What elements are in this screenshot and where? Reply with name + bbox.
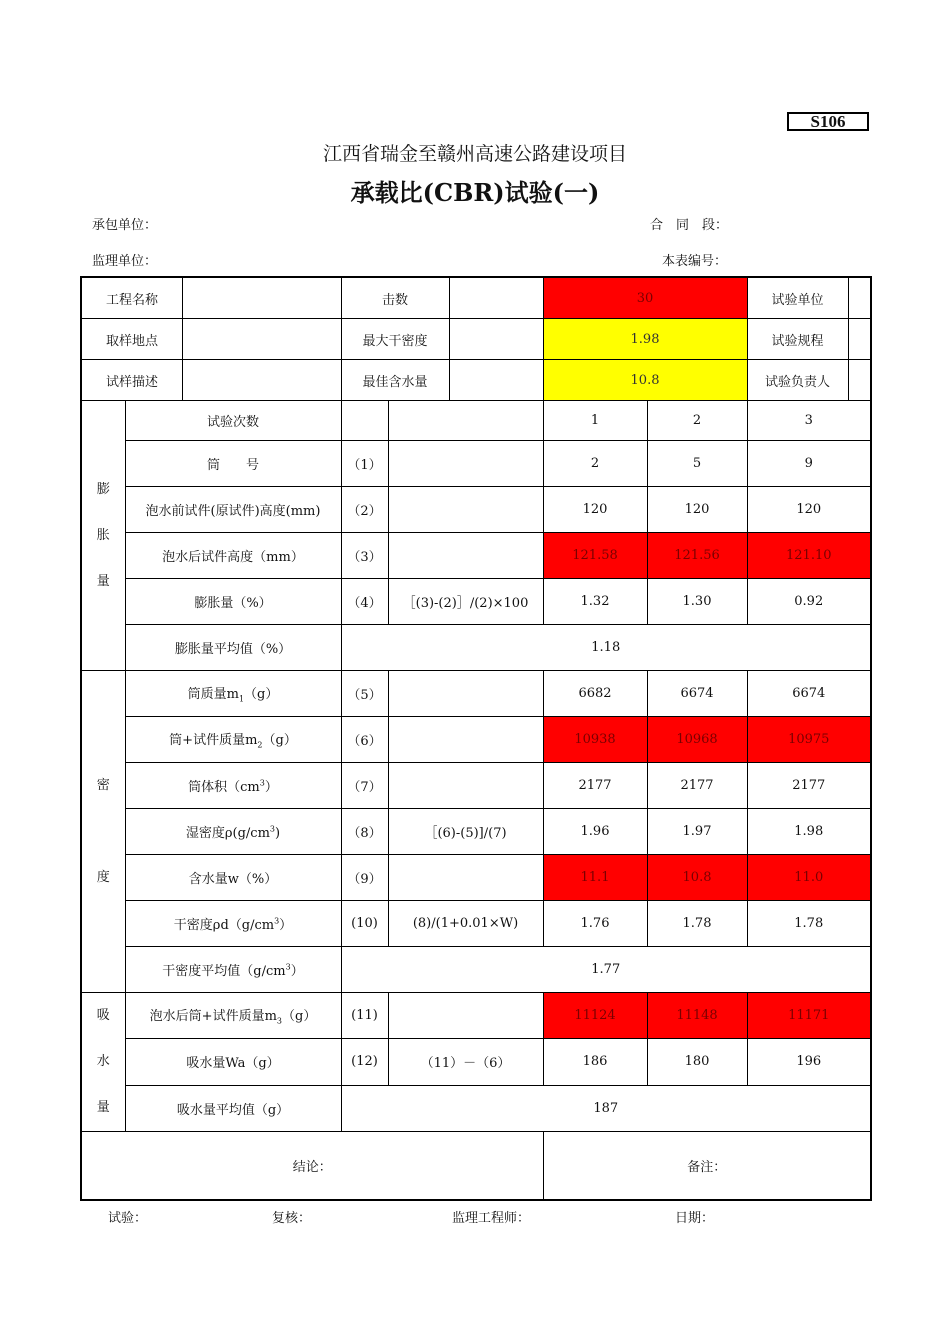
height-before-2: 120 <box>647 487 747 533</box>
cbr-test-table <box>80 276 872 1201</box>
formula-cell: （11）－（6） <box>388 1039 543 1085</box>
formula-cell <box>388 993 543 1039</box>
water-absorption-2: 180 <box>647 1039 747 1085</box>
height-before-row <box>81 487 871 533</box>
sample-description-field[interactable] <box>183 360 341 400</box>
density-group-label <box>81 671 125 993</box>
volume-label: 筒体积$(cm^3)$ <box>125 763 341 809</box>
height-after-3: 121.10 <box>747 533 871 579</box>
dry-density-2: 1.78 <box>647 901 747 947</box>
info-cell <box>81 319 341 360</box>
height-after-1: 121.58 <box>543 533 647 579</box>
project-name-field[interactable] <box>183 278 341 318</box>
info-cell <box>747 360 871 401</box>
moisture-2: 10.8 <box>647 855 747 901</box>
height-after-label: 泡水后试件高度（mm） <box>125 533 341 579</box>
info-spacer <box>450 319 543 359</box>
contract-section-label: 合 同 段： <box>650 218 729 233</box>
absorption-average-value: 187 <box>341 1085 871 1131</box>
form-code: S106 <box>787 112 869 131</box>
trial-row <box>81 401 871 441</box>
swell-char: 量 <box>96 573 110 589</box>
moisture-3: 11.0 <box>747 855 871 901</box>
wet-density-1: 1.96 <box>543 809 647 855</box>
sample-description-label: 试样描述 <box>82 360 183 400</box>
info-cell <box>747 277 871 319</box>
cylinder-3: 9 <box>747 441 871 487</box>
sampling-location-field[interactable] <box>183 319 341 359</box>
wet-density-label: 湿密度$\rho(g/cm^3)$ <box>125 809 341 855</box>
remarks-field[interactable]: 备注： <box>543 1132 871 1200</box>
m2-2: 10968 <box>647 717 747 763</box>
volume-row <box>81 763 871 809</box>
density-char: 度 <box>96 869 110 885</box>
wet-density-2: 1.97 <box>647 809 747 855</box>
volume-3: 2177 <box>747 763 871 809</box>
info-row-1 <box>81 277 871 319</box>
trial-2: 2 <box>647 401 747 441</box>
formula-cell: ［(3)-(2)］/(2)×100 <box>388 579 543 625</box>
row-number: （3） <box>341 533 388 579</box>
swell-char: 膨 <box>96 481 110 497</box>
row-number: （6） <box>341 717 388 763</box>
moisture-row <box>81 855 871 901</box>
row-number: (11) <box>341 993 388 1039</box>
m1-1: 6682 <box>543 671 647 717</box>
trial-count-label: 试验次数 <box>125 401 341 441</box>
dry-density-row <box>81 901 871 947</box>
moisture-label: 含水量w（%） <box>125 855 341 901</box>
density-gap <box>82 809 125 855</box>
max-dry-density-value: 1.98 <box>543 319 747 360</box>
cylinder-label: 筒 号 <box>125 441 341 487</box>
m3-label: 泡水后筒+试件质量$m_3(g)$ <box>125 993 341 1039</box>
m2-3: 10975 <box>747 717 871 763</box>
formula-cell <box>388 855 543 901</box>
m2-row <box>81 717 871 763</box>
sampling-location-label: 取样地点 <box>82 319 183 359</box>
dry-density-3: 1.78 <box>747 901 871 947</box>
absorption-char: 水 <box>96 1054 110 1069</box>
formula-cell: ［(6)-(5)]/(7) <box>388 809 543 855</box>
form-number-label: 本表编号： <box>662 254 728 269</box>
cylinder-row <box>81 441 871 487</box>
height-before-label: 泡水前试件(原试件)高度(mm) <box>125 487 341 533</box>
swell-group-label <box>81 401 125 671</box>
m1-2: 6674 <box>647 671 747 717</box>
water-absorption-label: 吸水量Wa（g） <box>125 1039 341 1085</box>
blows-value: 30 <box>543 277 747 319</box>
height-before-1: 120 <box>543 487 647 533</box>
m1-3: 6674 <box>747 671 871 717</box>
swell-average-value: 1.18 <box>341 625 871 671</box>
dry-average-value: 1.77 <box>341 947 871 993</box>
reviewer-signature-label: 复核： <box>272 1211 312 1226</box>
m2-1: 10938 <box>543 717 647 763</box>
swell-3: 0.92 <box>747 579 871 625</box>
formula-cell <box>388 763 543 809</box>
swell-char: 胀 <box>96 527 110 543</box>
formula-cell <box>388 533 543 579</box>
water-absorption-1: 186 <box>543 1039 647 1085</box>
moisture-1: 11.1 <box>543 855 647 901</box>
row-number: （8） <box>341 809 388 855</box>
contractor-label: 承包单位： <box>92 218 158 233</box>
swell-average-row <box>81 625 871 671</box>
date-label: 日期： <box>675 1211 715 1226</box>
info-spacer <box>450 360 543 400</box>
absorption-group-label <box>81 993 125 1132</box>
wet-density-3: 1.98 <box>747 809 871 855</box>
engineer-signature-label: 监理工程师： <box>452 1211 531 1226</box>
trial-3: 3 <box>747 401 871 441</box>
dry-average-row <box>81 947 871 993</box>
water-absorption-3: 196 <box>747 1039 871 1085</box>
swell-row <box>81 579 871 625</box>
cylinder-2: 5 <box>647 441 747 487</box>
project-title: 江西省瑞金至赣州高速公路建设项目 <box>322 143 627 165</box>
volume-1: 2177 <box>543 763 647 809</box>
test-unit-field[interactable] <box>849 278 871 318</box>
info-row-2 <box>81 319 871 360</box>
row-number: (12) <box>341 1039 388 1085</box>
formula-cell <box>388 441 543 487</box>
row-number: （4） <box>341 579 388 625</box>
height-before-3: 120 <box>747 487 871 533</box>
absorption-char: 吸 <box>96 1008 110 1023</box>
row-number: （5） <box>341 671 388 717</box>
dry-density-label: 干密度$\rho d(g/cm^3)$ <box>125 901 341 947</box>
absorption-char: 量 <box>96 1100 110 1115</box>
formula-cell <box>388 487 543 533</box>
swell-label: 膨胀量（%） <box>125 579 341 625</box>
height-after-row <box>81 533 871 579</box>
m1-label: 筒质量$m_1(g)$ <box>125 671 341 717</box>
info-cell <box>341 319 543 360</box>
info-cell <box>341 360 543 401</box>
notes-row <box>81 1132 871 1200</box>
supervisor-label: 监理单位： <box>92 254 158 269</box>
swell-average-label: 膨胀量平均值（%） <box>125 625 341 671</box>
tester-signature-label: 试验： <box>108 1211 148 1226</box>
height-after-2: 121.56 <box>647 533 747 579</box>
trial-1: 1 <box>543 401 647 441</box>
formula-cell <box>388 671 543 717</box>
water-absorption-row <box>81 1039 871 1085</box>
row-number: （1） <box>341 441 388 487</box>
m1-row <box>81 671 871 717</box>
info-cell <box>747 319 871 360</box>
m3-row <box>81 993 871 1039</box>
responsible-label: 试验负责人 <box>748 360 849 400</box>
info-cell <box>81 277 341 319</box>
responsible-field[interactable] <box>849 360 871 400</box>
swell-1: 1.32 <box>543 579 647 625</box>
row-number: （9） <box>341 855 388 901</box>
max-dry-density-label: 最大干密度 <box>342 319 450 359</box>
info-row-3 <box>81 360 871 401</box>
optimum-moisture-value: 10.8 <box>543 360 747 401</box>
project-name-label: 工程名称 <box>82 278 183 318</box>
blows-label: 击数 <box>342 278 450 318</box>
m3-2: 11148 <box>647 993 747 1039</box>
m2-label: 筒+试件质量$m_2(g)$ <box>125 717 341 763</box>
formula-cell: (8)/(1+0.01×W) <box>388 901 543 947</box>
info-spacer <box>450 278 543 318</box>
formula-cell <box>388 717 543 763</box>
info-cell <box>341 277 543 319</box>
row-number: （2） <box>341 487 388 533</box>
conclusion-field[interactable]: 结论： <box>81 1132 543 1200</box>
absorption-average-row <box>81 1085 871 1131</box>
info-cell <box>81 360 341 401</box>
row-number: （7） <box>341 763 388 809</box>
row-number: (10) <box>341 901 388 947</box>
absorption-average-label: 吸水量平均值（g） <box>125 1085 341 1131</box>
volume-2: 2177 <box>647 763 747 809</box>
optimum-moisture-label: 最佳含水量 <box>342 360 450 400</box>
dry-density-1: 1.76 <box>543 901 647 947</box>
m3-3: 11171 <box>747 993 871 1039</box>
test-spec-label: 试验规程 <box>748 319 849 359</box>
row-number <box>341 401 388 441</box>
test-unit-label: 试验单位 <box>748 278 849 318</box>
swell-2: 1.30 <box>647 579 747 625</box>
document-title: 承载比(CBR)试验(一) <box>350 178 600 207</box>
cylinder-1: 2 <box>543 441 647 487</box>
test-spec-field[interactable] <box>849 319 871 359</box>
dry-average-label: 干密度平均值$(g/cm^3)$ <box>125 947 341 993</box>
m3-1: 11124 <box>543 993 647 1039</box>
wet-density-row <box>81 809 871 855</box>
formula-cell <box>388 401 543 441</box>
density-char: 密 <box>96 777 110 793</box>
